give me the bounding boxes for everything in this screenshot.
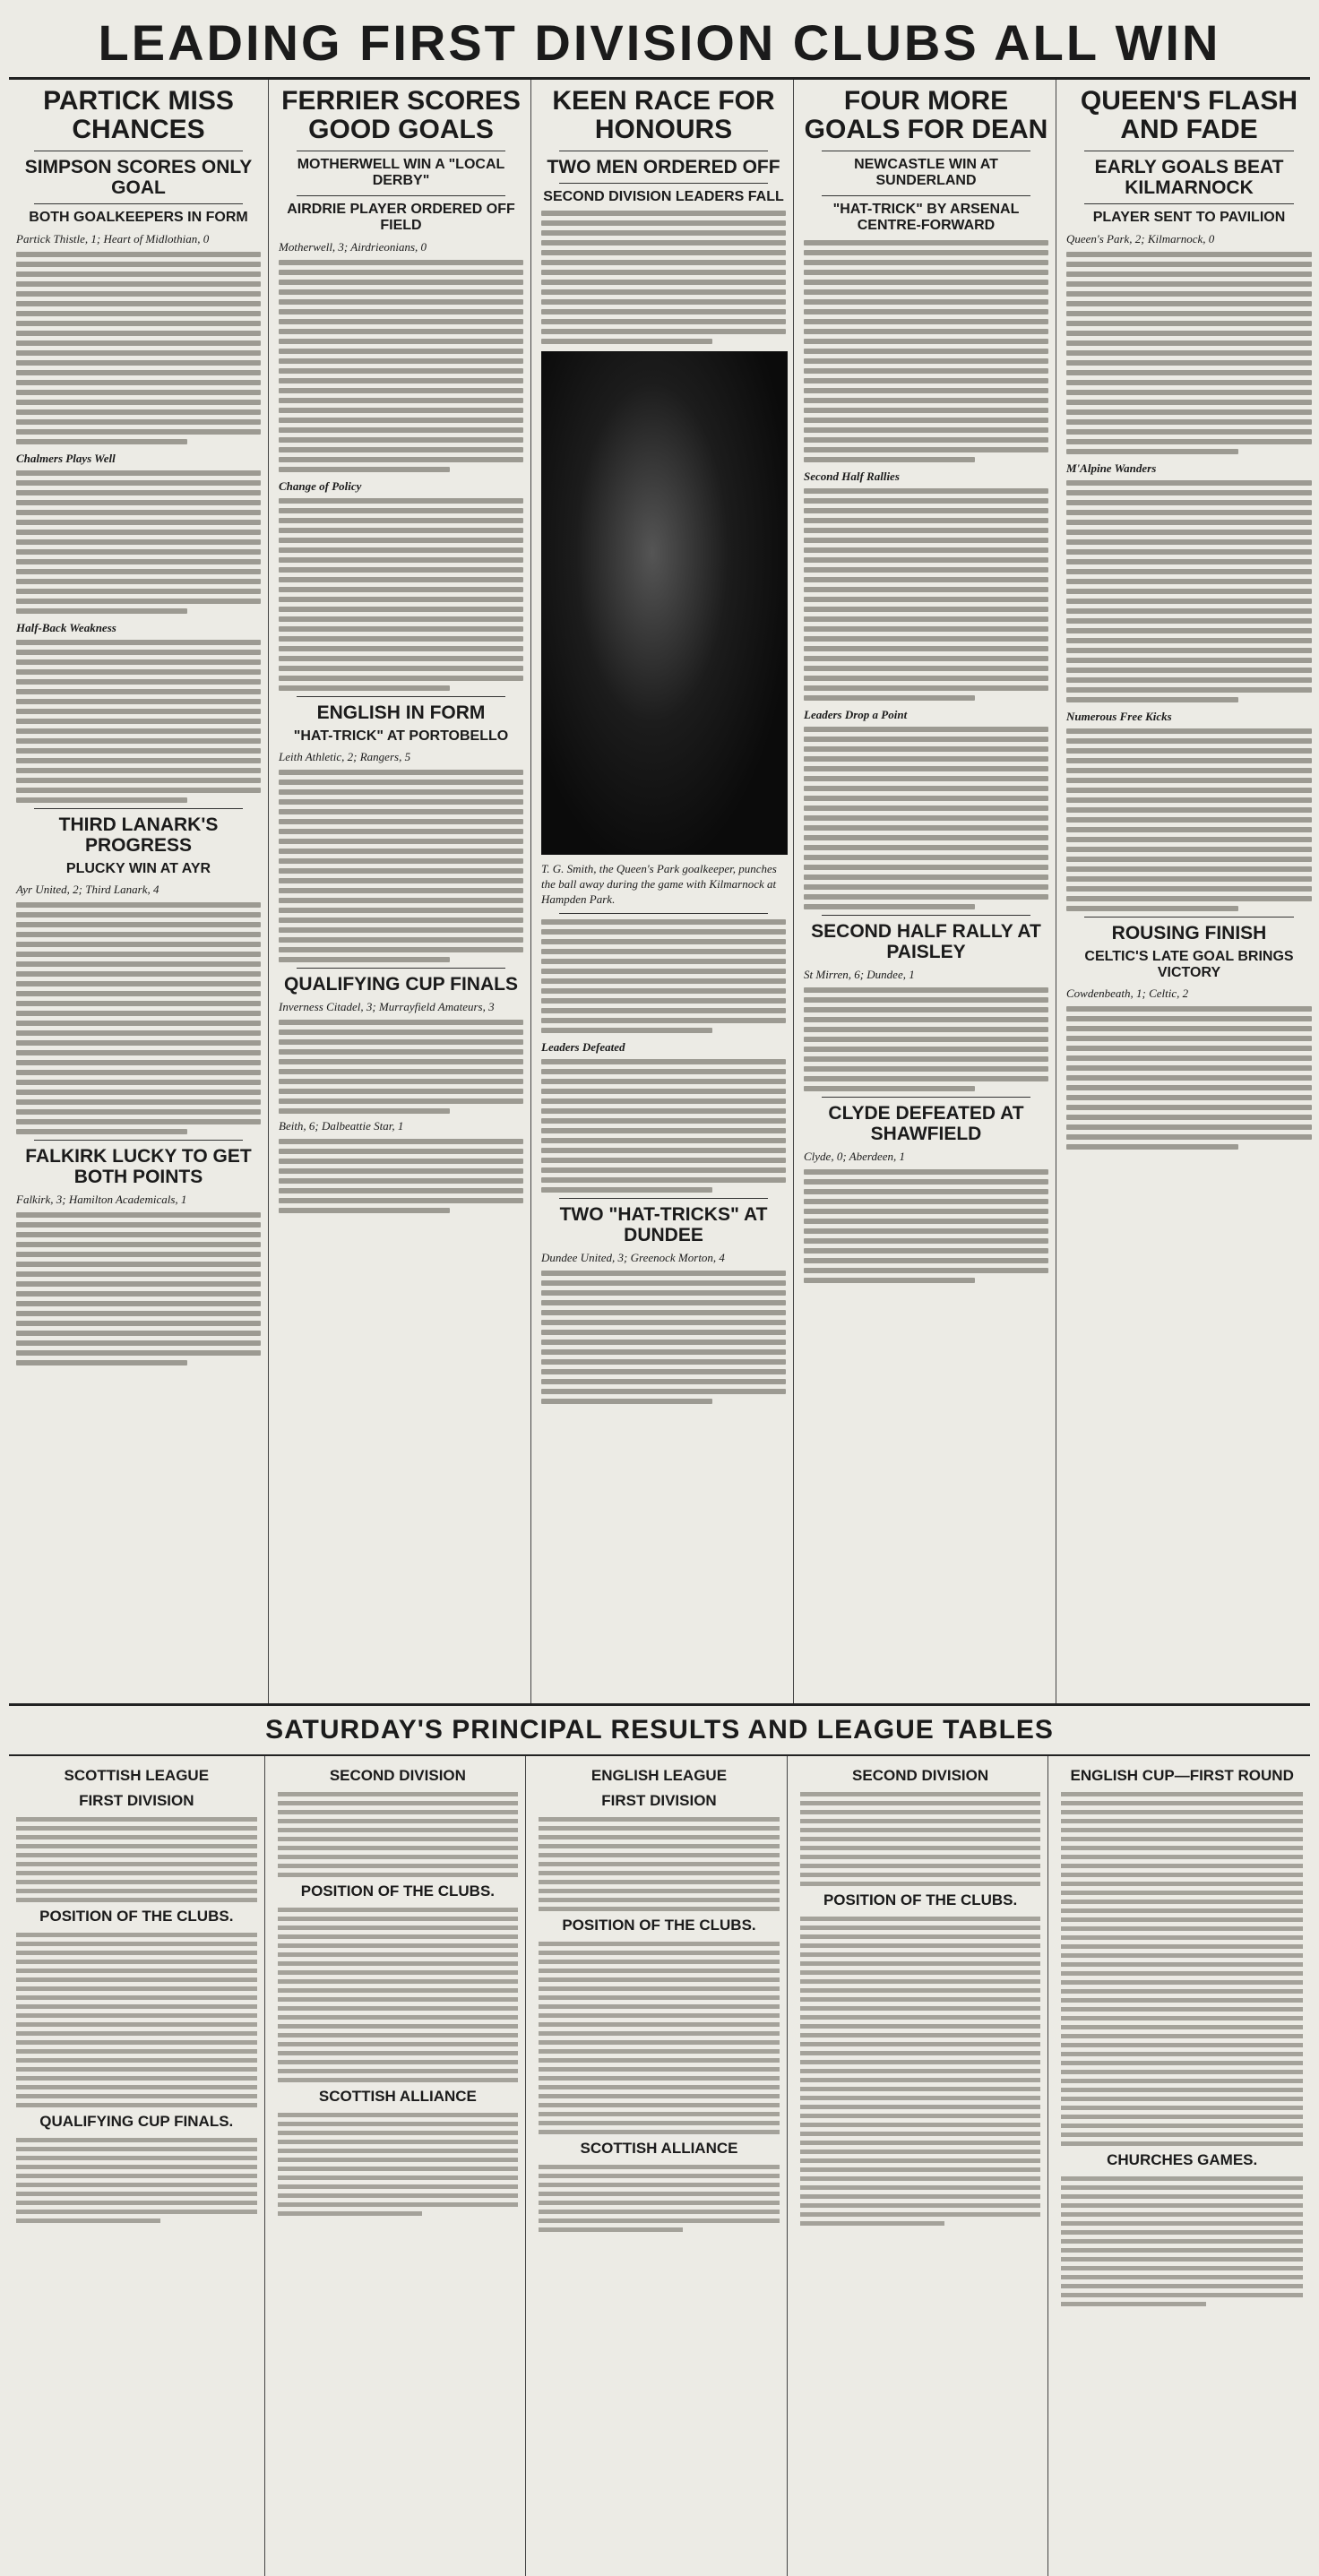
table-heading: ENGLISH LEAGUE	[591, 1767, 728, 1784]
divider	[822, 195, 1030, 196]
dateline: Dundee United, 3; Greenock Morton, 4	[541, 1251, 725, 1265]
story-subhead: "HAT-TRICK" AT PORTOBELLO	[293, 728, 509, 744]
column-motherwell	[272, 80, 531, 1703]
paragraph-head: Chalmers Plays Well	[16, 451, 116, 465]
subhead: BOTH GOALKEEPERS IN FORM	[29, 210, 248, 226]
divider	[34, 203, 243, 204]
story-headline: TWO "HAT-TRICKS" AT DUNDEE	[559, 1204, 768, 1246]
subhead: SECOND DIVISION LEADERS FALL	[543, 189, 784, 205]
body-text	[16, 1212, 261, 1366]
table-heading: QUALIFYING CUP FINALS.	[39, 2113, 234, 2130]
story-headline: SECOND HALF RALLY AT PAISLEY	[811, 920, 1041, 962]
dateline: St Mirren, 6; Dundee, 1	[804, 967, 915, 981]
body-text	[16, 252, 261, 444]
body-text	[804, 488, 1048, 701]
dateline: Leith Athletic, 2; Rangers, 5	[279, 750, 411, 764]
divider	[822, 915, 1030, 916]
headline: PARTICK MISS CHANCES	[43, 86, 234, 144]
divider	[34, 1140, 243, 1141]
results-list	[1061, 1792, 1303, 2146]
story-headline: THIRD LANARK'S PROGRESS	[58, 814, 219, 856]
results-list	[800, 1792, 1041, 1886]
column-second-division	[534, 80, 794, 1703]
paragraph-head: Numerous Free Kicks	[1066, 709, 1172, 723]
results-list	[16, 2138, 257, 2223]
story-headline: CLYDE DEFEATED AT SHAWFIELD	[828, 1102, 1024, 1144]
results-list	[800, 2114, 1041, 2226]
column-english-league	[797, 80, 1056, 1703]
tables-scottish-league	[9, 1756, 265, 2576]
dateline: Falkirk, 3; Hamilton Academicals, 1	[16, 1193, 187, 1207]
body-text	[279, 1020, 523, 1114]
table-heading: SCOTTISH ALLIANCE	[580, 2140, 738, 2157]
story-columns	[9, 80, 1310, 1706]
results-list	[539, 1817, 780, 1911]
body-text	[1066, 252, 1312, 454]
table-heading: SCOTTISH LEAGUE	[64, 1767, 210, 1784]
headline: KEEN RACE FOR HONOURS	[552, 86, 775, 144]
paragraph-head: Second Half Rallies	[804, 469, 900, 483]
subhead: "HAT-TRICK" BY ARSENAL CENTRE-FORWARD	[832, 201, 1020, 234]
divider	[297, 968, 505, 969]
table-heading: FIRST DIVISION	[601, 1792, 717, 1809]
body-text	[1066, 728, 1312, 911]
headline: FOUR MORE GOALS FOR DEAN	[804, 86, 1048, 144]
divider	[822, 1097, 1030, 1098]
table-heading: SCOTTISH ALLIANCE	[318, 2088, 477, 2105]
divider	[297, 195, 505, 196]
body-text	[541, 1271, 786, 1404]
paragraph-head: M'Alpine Wanders	[1066, 461, 1157, 475]
body-text	[541, 1059, 786, 1193]
subhead: AIRDRIE PLAYER ORDERED OFF FIELD	[287, 201, 515, 234]
table-heading: FIRST DIVISION	[79, 1792, 194, 1809]
column-queens-park	[1059, 80, 1319, 1703]
divider	[1084, 203, 1294, 204]
body-text	[804, 1169, 1048, 1283]
body-text	[279, 260, 523, 472]
table-heading: SECOND DIVISION	[329, 1767, 466, 1784]
headline: QUEEN'S FLASH AND FADE	[1080, 86, 1298, 144]
dateline: Ayr United, 2; Third Lanark, 4	[16, 883, 159, 897]
subhead: TWO MEN ORDERED OFF	[547, 157, 780, 177]
paragraph-head: Leaders Drop a Point	[804, 707, 908, 721]
results-section-title: SATURDAY'S PRINCIPAL RESULTS AND LEAGUE TABLES	[9, 1706, 1310, 1756]
story-headline: ENGLISH IN FORM	[316, 702, 486, 723]
results-list	[539, 2165, 780, 2232]
story-headline: QUALIFYING CUP FINALS	[284, 974, 518, 995]
dateline: Partick Thistle, 1; Heart of Midlothian, 0	[16, 231, 210, 246]
dateline: Queen's Park, 2; Kilmarnock, 0	[1066, 231, 1215, 246]
body-text	[279, 770, 523, 962]
standings-table	[539, 1942, 780, 2134]
story-headline: ROUSING FINISH	[1111, 922, 1267, 943]
tables-english-second-division	[793, 1756, 1049, 2576]
standings-table	[16, 1933, 257, 2107]
body-text	[279, 498, 523, 691]
subhead: SIMPSON SCORES ONLY GOAL	[24, 157, 253, 199]
body-text	[16, 902, 261, 1134]
paragraph-head: Change of Policy	[279, 478, 362, 493]
dateline: Cowdenbeath, 1; Celtic, 2	[1066, 986, 1189, 1001]
body-text	[541, 919, 786, 1033]
table-heading: POSITION OF THE CLUBS.	[562, 1917, 756, 1934]
column-partick	[9, 80, 269, 1703]
standings-table	[278, 1908, 519, 2082]
dateline: Beith, 6; Dalbeattie Star, 1	[279, 1119, 404, 1133]
body-text	[279, 1139, 523, 1213]
body-text	[804, 240, 1048, 462]
paragraph-head: Leaders Defeated	[541, 1040, 625, 1055]
body-text	[541, 211, 786, 344]
tables-english-league	[531, 1756, 788, 2576]
results-list	[278, 1792, 519, 1877]
divider	[559, 183, 768, 184]
table-heading: POSITION OF THE CLUBS.	[823, 1891, 1018, 1908]
divider	[34, 808, 243, 809]
table-heading: POSITION OF THE CLUBS.	[300, 1882, 496, 1900]
subhead: PLAYER SENT TO PAVILION	[1092, 210, 1286, 226]
subhead: EARLY GOALS BEAT KILMARNOCK	[1094, 157, 1284, 199]
paragraph-head: Half-Back Weakness	[16, 620, 116, 634]
goalkeeper-photo	[541, 351, 788, 855]
story-subhead: PLUCKY WIN AT AYR	[65, 860, 211, 876]
story-headline: FALKIRK LUCKY TO GET BOTH POINTS	[25, 1146, 252, 1188]
standings-table	[800, 1917, 1041, 2109]
table-heading: POSITION OF THE CLUBS.	[39, 1908, 234, 1925]
body-text	[1066, 480, 1312, 702]
body-text	[16, 470, 261, 614]
banner-headline: LEADING FIRST DIVISION CLUBS ALL WIN	[9, 7, 1310, 80]
table-heading: ENGLISH CUP—FIRST ROUND	[1070, 1767, 1294, 1784]
tables-english-cup	[1054, 1756, 1310, 2576]
results-tables	[9, 1756, 1310, 2576]
table-heading: SECOND DIVISION	[852, 1767, 989, 1784]
divider	[559, 1198, 768, 1199]
table-heading: CHURCHES GAMES.	[1107, 2151, 1258, 2168]
divider	[297, 696, 505, 697]
divider	[1084, 917, 1294, 918]
subhead: MOTHERWELL WIN A "LOCAL DERBY"	[297, 157, 505, 189]
results-list	[1061, 2176, 1303, 2306]
dateline: Inverness Citadel, 3; Murrayfield Amateurs, 3	[279, 1000, 495, 1014]
results-list	[16, 1817, 257, 1902]
body-text	[804, 987, 1048, 1091]
body-text	[16, 640, 261, 803]
dateline: Clyde, 0; Aberdeen, 1	[804, 1149, 905, 1163]
story-subhead: CELTIC'S LATE GOAL BRINGS VICTORY	[1084, 948, 1294, 981]
dateline: Motherwell, 3; Airdrieonians, 0	[279, 239, 427, 254]
photo-caption: T. G. Smith, the Queen's Park goalkeeper, punches the ball away during the game with Kilmarnock at Hampden Park.	[541, 862, 777, 907]
tables-scottish-second-division	[271, 1756, 527, 2576]
subhead: NEWCASTLE WIN AT SUNDERLAND	[854, 157, 998, 189]
divider	[559, 913, 768, 914]
body-text	[1066, 1006, 1312, 1150]
body-text	[804, 727, 1048, 909]
headline: FERRIER SCORES GOOD GOALS	[281, 86, 521, 144]
standings-table	[278, 2113, 519, 2216]
